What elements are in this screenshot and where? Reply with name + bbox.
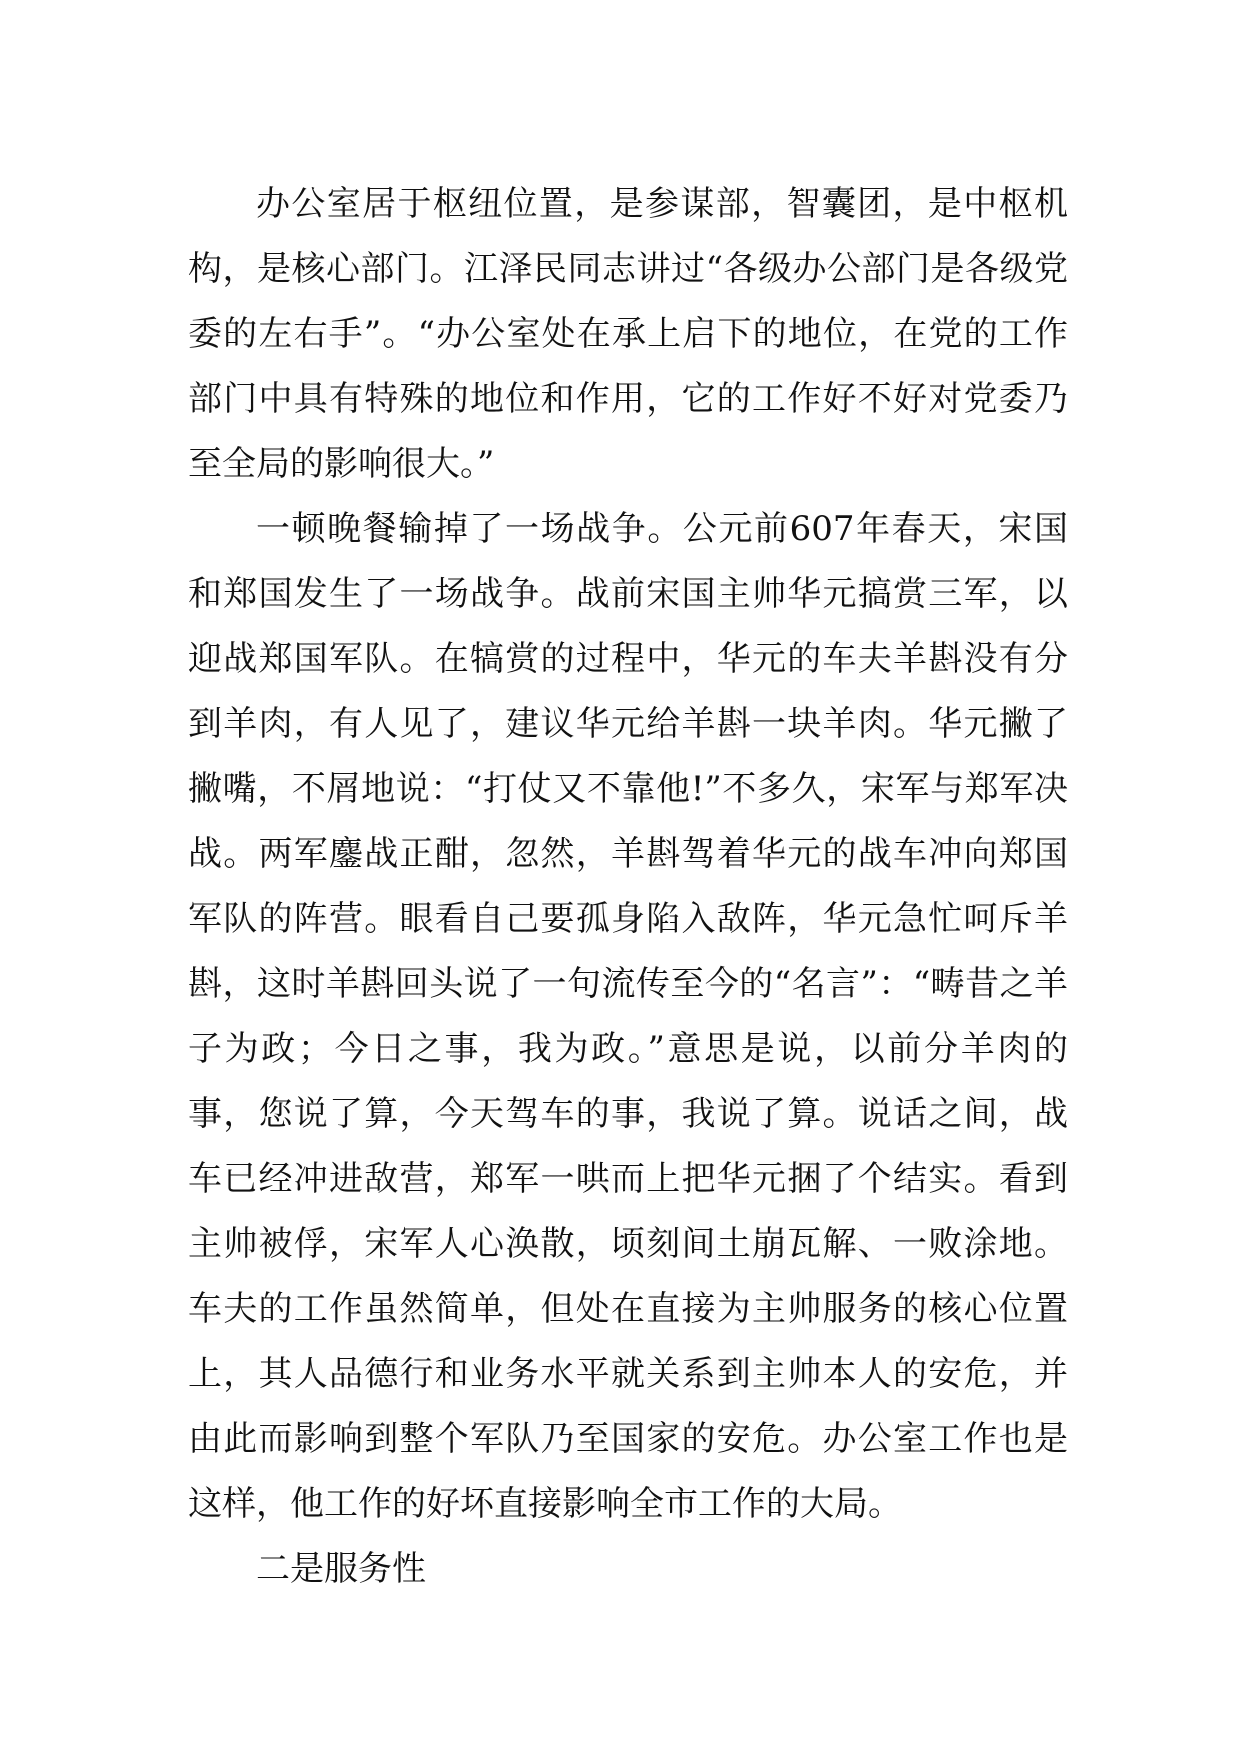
paragraph-office-role: 办公室居于枢纽位置，是参谋部，智囊团，是中枢机构，是核心部门。江泽民同志讲过“各级办公部门是各级党委的左右手”。“办公室处在承上启下的地位，在党的工作部门中具有特殊的地位和作用，它的工作好不好对党委乃至全局的影响很大。” (188, 184, 1068, 484)
section-heading-service: 二是服务性 (256, 1549, 426, 1589)
document-body (188, 172, 1068, 1602)
paragraph-dinner-story: 一顿晚餐输掉了一场战争。公元前607年春天，宋国和郑国发生了一场战争。战前宋国主帅华元搞赏三军，以迎战郑国军队。在犒赏的过程中，华元的车夫羊斟没有分到羊肉，有人见了，建议华元给羊斟一块羊肉。华元撇了撇嘴，不屑地说：“打仗又不靠他!”不多久，宋军与郑军决战。两军鏖战正酣，忽然，羊斟驾着华元的战车冲向郑国军队的阵营。眼看自己要孤身陷入敌阵，华元急忙呵斥羊斟，这时羊斟回头说了一句流传至今的“名言”：“畴昔之羊子为政；今日之事，我为政。”意思是说，以前分羊肉的事，您说了算，今天驾车的事，我说了算。说话之间，战车已经冲进敌营，郑军一哄而上把华元捆了个结实。看到主帅被俘，宋军人心涣散，顷刻间土崩瓦解、一败涂地。车夫的工作虽然简单，但处在直接为主帅服务的核心位置上，其人品德行和业务水平就关系到主帅本人的安危，并由此而影响到整个军队乃至国家的安危。办公室工作也是这样，他工作的好坏直接影响全市工作的大局。 (188, 509, 1068, 1524)
